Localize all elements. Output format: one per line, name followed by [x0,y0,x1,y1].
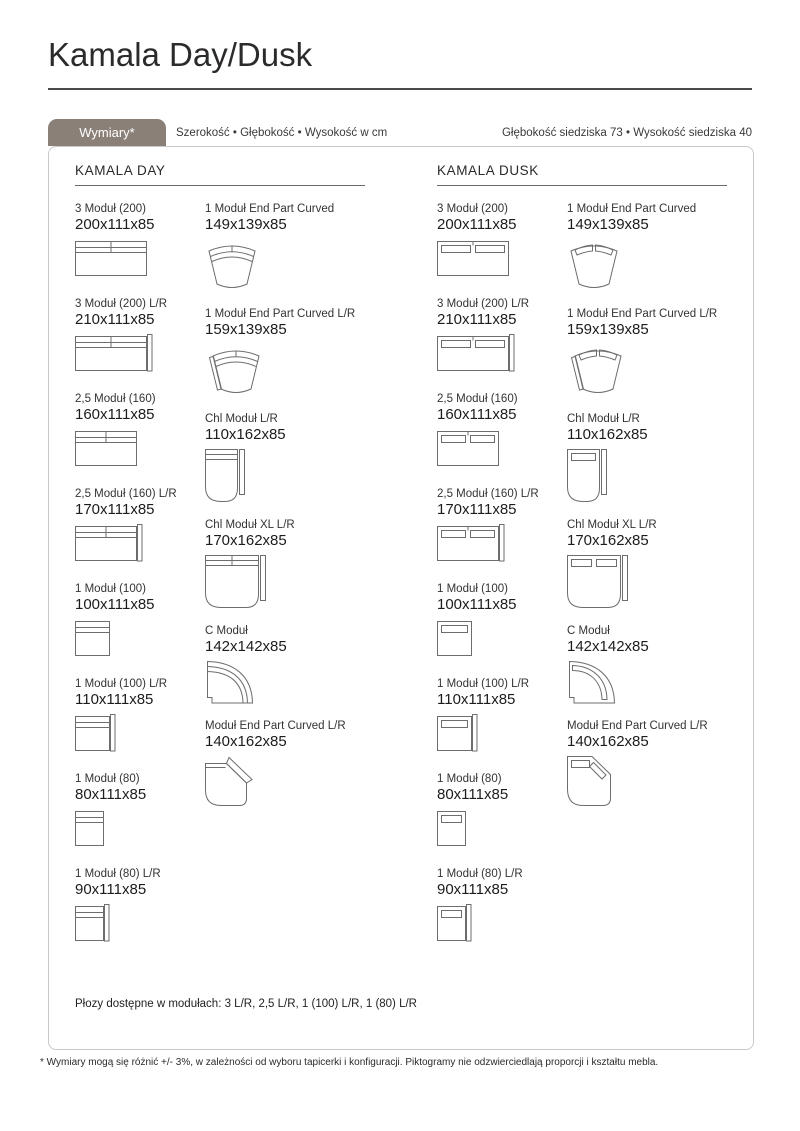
module-entry [437,772,567,847]
pictogram-end-part-curved-lr [205,344,267,400]
dimensions-panel [48,146,754,1050]
module-entry [205,518,395,612]
module-column [205,202,395,962]
module-dimensions: 140x162x85 [567,733,649,750]
module-entry [437,582,567,657]
module-dimensions: 142x142x85 [567,638,649,655]
section-rule [75,185,365,186]
module-entry [75,867,205,942]
module-label: 1 Moduł (100) L/R [75,678,168,690]
tab-wymiary[interactable]: Wymiary* [48,119,166,146]
module-entry [437,867,567,942]
module-entry [205,624,395,707]
pictogram-module-3 [75,239,147,277]
module-dimensions: 210x111x85 [437,311,517,328]
module-label: 1 Moduł End Part Curved L/R [205,308,356,320]
module-label: Moduł End Part Curved L/R [205,720,346,732]
module-label: 1 Moduł End Part Curved [205,203,335,215]
module-label: 3 Moduł (200) L/R [75,298,168,310]
pictogram-end-part-curved [567,239,625,295]
pictogram-module-1-100-lr [437,714,478,752]
module-label: 3 Moduł (200) [437,203,508,215]
pictogram-chaise-xl-lr [205,555,267,612]
module-label: 3 Moduł (200) L/R [437,298,530,310]
pictogram-module-1-80 [437,809,466,847]
module-label: Chl Moduł L/R [205,413,278,425]
module-dimensions: 142x142x85 [205,638,287,655]
module-dimensions: 149x139x85 [205,216,287,233]
pictogram-module-1-100 [437,619,472,657]
title-rule [48,88,752,90]
module-column [75,202,205,962]
module-label: Chl Moduł L/R [567,413,640,425]
module-label: Chl Moduł XL L/R [567,519,657,531]
module-entry [437,392,567,467]
pictogram-module-end-part-curved-lr [567,756,617,812]
section-rule [437,185,727,186]
module-label: 2,5 Moduł (160) [437,393,518,405]
section-title: KAMALA DUSK [437,163,539,178]
module-label: 2,5 Moduł (160) [75,393,156,405]
module-dimensions: 90x111x85 [437,881,509,898]
module-label: 1 Moduł (80) [75,773,140,785]
pictogram-module-2-5 [437,429,499,467]
section-title: KAMALA DAY [75,163,166,178]
module-dimensions: 100x111x85 [75,596,155,613]
pictogram-c-module [205,661,255,707]
module-dimensions: 210x111x85 [75,311,155,328]
module-dimensions: 80x111x85 [75,786,147,803]
module-entry [567,518,757,612]
module-label: 1 Moduł (100) [75,583,146,595]
module-column [567,202,757,962]
module-entry [567,624,757,707]
module-label: 2,5 Moduł (160) L/R [75,488,177,500]
pictogram-module-1-100-lr [75,714,116,752]
pictogram-chaise-lr [567,449,608,506]
module-label: Chl Moduł XL L/R [205,519,295,531]
module-dimensions: 170x111x85 [75,501,155,518]
module-dimensions: 160x111x85 [437,406,517,423]
module-entry [75,297,205,372]
module-entry [75,487,205,562]
module-label: 1 Moduł End Part Curved L/R [567,308,718,320]
pictogram-chaise-lr [205,449,246,506]
module-dimensions: 170x111x85 [437,501,517,518]
module-label: C Moduł [205,625,248,637]
module-entry [437,677,567,752]
module-entry [75,677,205,752]
pictogram-module-1-80-lr [75,904,110,942]
pictogram-module-3-lr [75,334,153,372]
module-label: 2,5 Moduł (160) L/R [437,488,539,500]
module-dimensions: 80x111x85 [437,786,509,803]
module-label: 1 Moduł (80) L/R [75,868,161,880]
module-dimensions: 159x139x85 [205,321,287,338]
section-kamala-day [75,163,395,962]
module-entry [567,412,757,506]
module-dimensions: 200x111x85 [75,216,155,233]
header-dimension-legend: Szerokość • Głębokość • Wysokość w cm [176,127,388,139]
module-entry [567,719,757,812]
module-dimensions: 110x162x85 [567,426,648,443]
module-entry [75,392,205,467]
module-entry [437,202,567,277]
pictogram-end-part-curved-lr [567,344,629,400]
module-entry [205,307,395,400]
module-dimensions: 90x111x85 [75,881,147,898]
module-column [437,202,567,962]
module-entry [567,307,757,400]
module-dimensions: 170x162x85 [567,532,649,549]
module-label: 1 Moduł (80) [437,773,502,785]
panel-note: Płozy dostępne w modułach: 3 L/R, 2,5 L/R, 1 (100) L/R, 1 (80) L/R [75,998,417,1010]
pictogram-module-3 [437,239,509,277]
module-label: 1 Moduł (80) L/R [437,868,523,880]
module-label: C Moduł [567,625,610,637]
module-dimensions: 110x111x85 [75,691,154,708]
module-entry [205,719,395,812]
module-dimensions: 159x139x85 [567,321,649,338]
pictogram-module-2-5-lr [75,524,143,562]
pictogram-module-1-100 [75,619,110,657]
module-label: 1 Moduł (100) L/R [437,678,530,690]
module-entry [75,772,205,847]
module-entry [437,297,567,372]
pictogram-module-1-80 [75,809,104,847]
pictogram-module-end-part-curved-lr [205,756,255,812]
module-dimensions: 160x111x85 [75,406,155,423]
page-title: Kamala Day/Dusk [48,36,313,73]
footnote: * Wymiary mogą się różnić +/- 3%, w zależności od wyboru tapicerki i konfiguracji. Piktogramy nie odzwierciedlają proporcji i kształtu mebla. [40,1057,659,1068]
module-label: 1 Moduł End Part Curved [567,203,697,215]
module-label: 3 Moduł (200) [75,203,146,215]
module-dimensions: 100x111x85 [437,596,517,613]
module-entry [567,202,757,295]
pictogram-end-part-curved [205,239,263,295]
module-dimensions: 110x162x85 [205,426,286,443]
section-kamala-dusk [437,163,757,962]
module-entry [205,202,395,295]
pictogram-module-2-5-lr [437,524,505,562]
module-dimensions: 200x111x85 [437,216,517,233]
module-dimensions: 170x162x85 [205,532,287,549]
pictogram-chaise-xl-lr [567,555,629,612]
module-label: 1 Moduł (100) [437,583,508,595]
module-entry [75,202,205,277]
module-entry [437,487,567,562]
module-dimensions: 149x139x85 [567,216,649,233]
pictogram-module-1-80-lr [437,904,472,942]
module-dimensions: 110x111x85 [437,691,516,708]
pictogram-module-3-lr [437,334,515,372]
pictogram-c-module [567,661,617,707]
module-entry [75,582,205,657]
pictogram-module-2-5 [75,429,137,467]
module-dimensions: 140x162x85 [205,733,287,750]
module-entry [205,412,395,506]
module-label: Moduł End Part Curved L/R [567,720,708,732]
header-seat-note: Głębokość siedziska 73 • Wysokość siedziska 40 [501,127,752,139]
